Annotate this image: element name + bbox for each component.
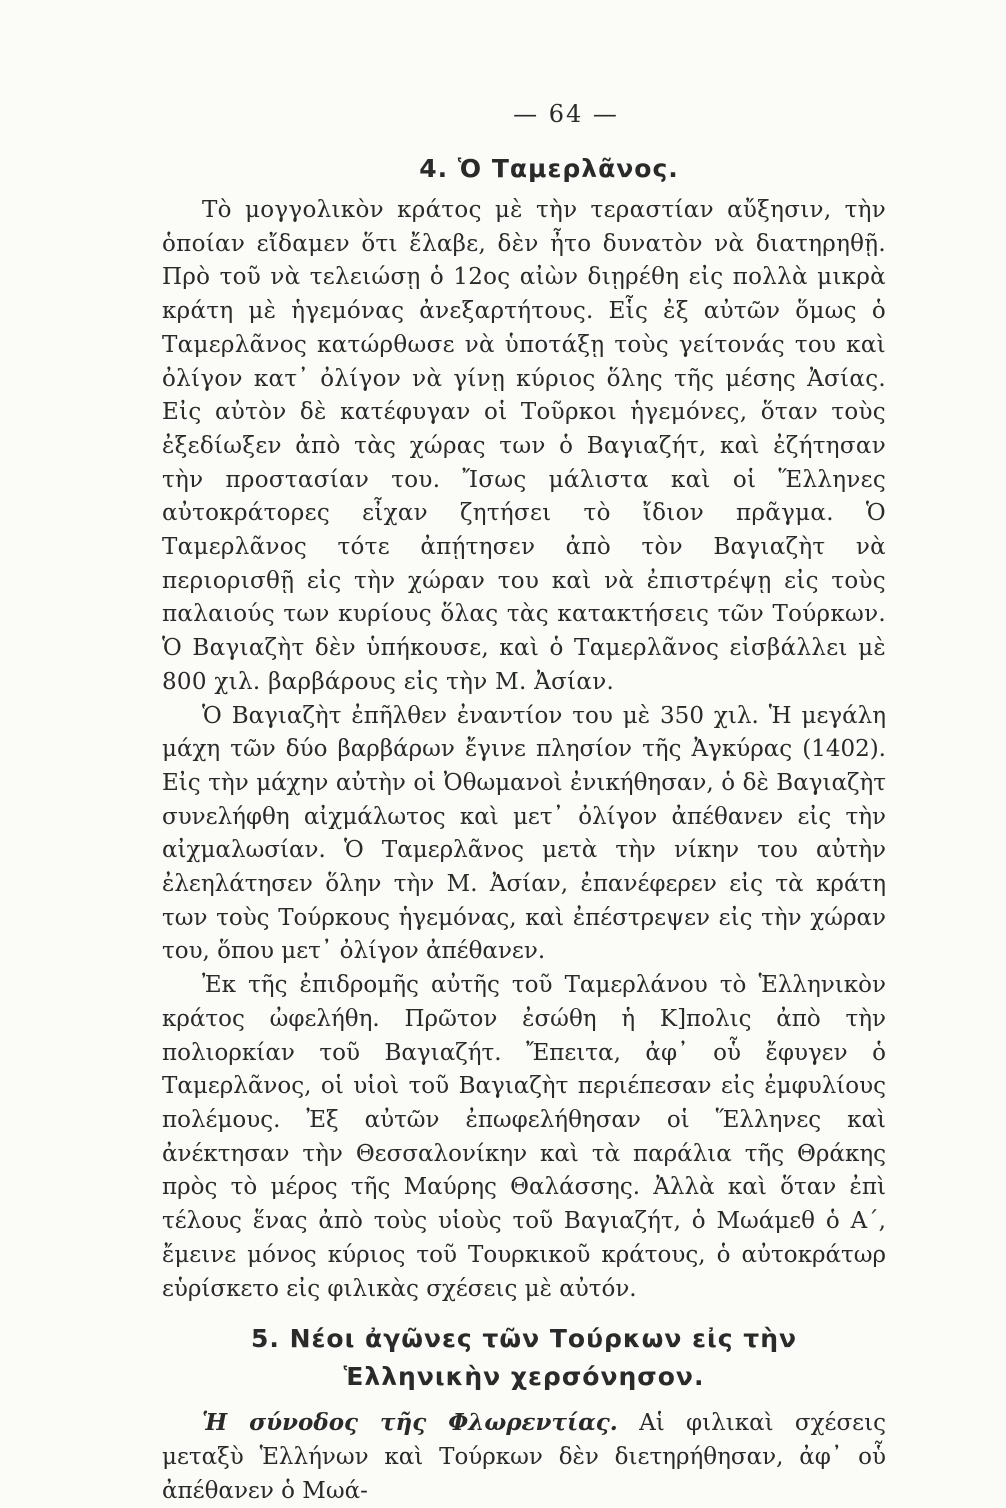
section-4-paragraph-3: Ἐκ τῆς ἐπιδρομῆς αὐτῆς τοῦ Ταμερλάνου τὸ Ἑλληνικὸν κράτος ὠφελήθη. Πρῶτον ἐσώθη ἡ Κ]πολις ἀπὸ τὴν πολιορκίαν τοῦ Βαγιαζήτ. Ἔπειτα, ἀφ᾽ οὗ ἔφυγεν ὁ Ταμερλᾶνος, οἱ υἱοὶ τοῦ Βαγιαζὴτ περιέπεσαν εἰς ἐμφυλίους πολέμους. Ἐξ αὐτῶν ἐπωφελήθησαν οἱ Ἕλληνες καὶ ἀνέκτησαν τὴν Θεσσαλονίκην καὶ τὰ παράλια τῆς Θράκης πρὸς τὸ μέρος τῆς Μαύρης Θαλάσσης. Ἀλλὰ καὶ ὅταν ἐπὶ τέλους ἕνας ἀπὸ τοὺς υἱοὺς τοῦ Βαγιαζήτ, ὁ Μωάμεθ ὁ Α΄, ἔμεινε μόνος κύριος τοῦ Τουρκικοῦ κράτους, ὁ αὐτοκράτωρ εὑρίσκετο εἰς φιλικὰς σχέσεις μὲ αὐτόν. <box>162 972 886 1302</box>
section-5-paragraph-text: Αἱ φιλικαὶ σχέσεις μεταξὺ Ἑλλήνων καὶ Τούρκων δὲν διετηρήθησαν, ἀφ᾽ οὗ ἀπέθανεν ὁ Μωά- <box>162 1410 886 1504</box>
section-5-heading <box>162 1320 886 1396</box>
section-5-paragraph <box>162 1406 886 1508</box>
section-4-heading: 4. Ὁ Ταμερλᾶνος. <box>419 154 679 183</box>
section-5-heading-line-1: 5. Νέοι ἀγῶνες τῶν Τούρκων εἰς τὴν <box>250 1324 798 1354</box>
book-page <box>162 92 886 1508</box>
section-5-subheading: Ἡ σύνοδος τῆς Φλωρεντίας. <box>202 1409 618 1437</box>
section-5-heading-line-2: Ἑλληνικὴν χερσόνησον. <box>343 1362 705 1392</box>
section-4-paragraph-2: Ὁ Βαγιαζὴτ ἐπῆλθεν ἐναντίον του μὲ 350 χιλ. Ἡ μεγάλη μάχη τῶν δύο βαρβάρων ἔγινε πλησίον τῆς Ἀγκύρας (1402). Εἰς τὴν μάχην αὐτὴν οἱ Ὀθωμανοὶ ἐνικήθησαν, ὁ δὲ Βαγιαζὴτ συνελήφθη αἰχμάλωτος καὶ μετ᾽ ὀλίγον ἀπέθανεν εἰς τὴν αἰχμαλωσίαν. Ὁ Ταμερλᾶνος μετὰ τὴν νίκην του αὐτὴν ἐλεηλάτησεν ὅλην τὴν Μ. Ἀσίαν, ἐπανέφερεν εἰς τὰ κράτη των τοὺς Τούρκους ἡγεμόνας, καὶ ἐπέστρεψεν εἰς τὴν χώραν του, ὅπου μετ᾽ ὀλίγον ἀπέθανεν. <box>162 702 886 965</box>
section-4-paragraph-1: Τὸ μογγολικὸν κράτος μὲ τὴν τεραστίαν αὔξησιν, τὴν ὁποίαν εἴδαμεν ὅτι ἔλαβε, δὲν ἦτο δυνατὸν νὰ διατηρηθῇ. Πρὸ τοῦ νὰ τελειώσῃ ὁ 12ος αἰὼν διῃρέθη εἰς πολλὰ μικρὰ κράτη μὲ ἡγεμόνας ἀνεξαρτήτους. Εἷς ἐξ αὐτῶν ὅμως ὁ Ταμερλᾶνος κατώρθωσε νὰ ὑποτάξῃ τοὺς γείτονάς του καὶ ὀλίγον κατ᾽ ὀλίγον νὰ γίνῃ κύριος ὅλης τῆς μέσης Ἀσίας. Εἰς αὐτὸν δὲ κατέφυγαν οἱ Τοῦρκοι ἡγεμόνες, ὅταν τοὺς ἐξεδίωξεν ἀπὸ τὰς χώρας των ὁ Βαγιαζήτ, καὶ ἐζήτησαν τὴν προστασίαν του. Ἴσως μάλιστα καὶ οἱ Ἕλληνες αὐτοκράτορες εἶχαν ζητήσει τὸ ἴδιον πρᾶγμα. Ὁ Ταμερλᾶνος τότε ἀπῄτησεν ἀπὸ τὸν Βαγιαζὴτ νὰ περιορισθῇ εἰς τὴν χώραν του καὶ νὰ ἐπιστρέψῃ εἰς τοὺς παλαιούς των κυρίους ὅλας τὰς κατακτήσεις τῶν Τούρκων. Ὁ Βαγιαζὴτ δὲν ὑπήκουσε, καὶ ὁ Ταμερλᾶνος εἰσβάλλει μὲ 800 χιλ. βαρβάρους εἰς τὴν Μ. Ἀσίαν. <box>162 197 886 695</box>
page-number: — 64 — <box>513 100 619 128</box>
